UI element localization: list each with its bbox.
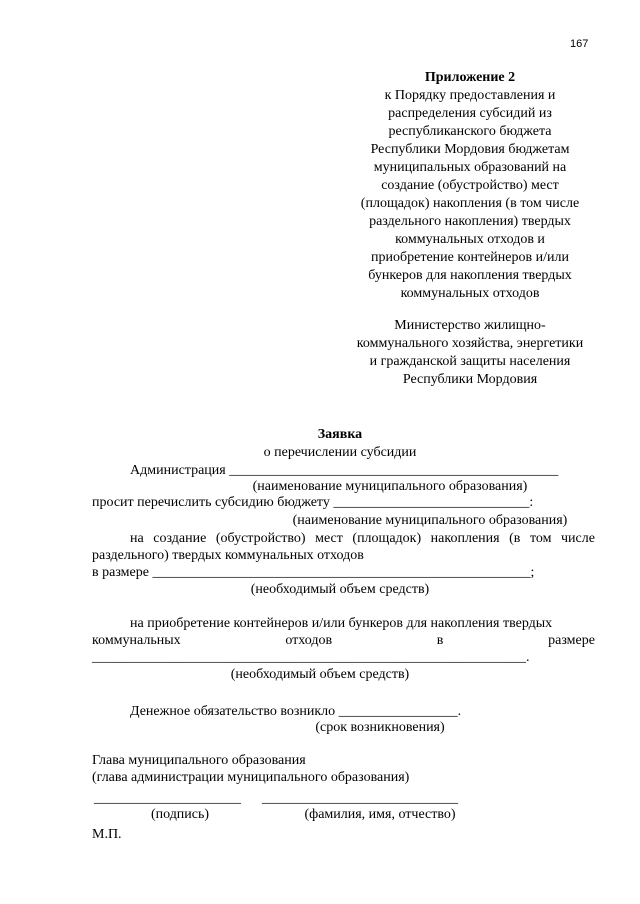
word: создание <box>153 531 207 546</box>
addressee-line: Министерство жилищно- <box>394 318 546 333</box>
appendix-line: приобретение контейнеров и/или <box>371 250 569 265</box>
fullname-blank: ____________________________ <box>262 791 458 806</box>
addressee-line: и гражданской защиты населения <box>369 354 571 369</box>
amount1-line: в размере ______________________________________________________; <box>92 565 535 580</box>
obligation-caption: (срок возникновения) <box>315 720 445 735</box>
appendix-line: коммунальных отходов <box>400 286 540 301</box>
word: мест <box>315 531 343 546</box>
appendix-line: муниципальных образований на <box>373 160 567 175</box>
word: в <box>436 633 444 648</box>
head-line2: (глава администрации муниципального образования) <box>92 770 410 785</box>
form-title: Заявка <box>317 427 363 442</box>
appendix-line: к Порядку предоставления и <box>384 88 556 103</box>
word: накопления <box>430 531 500 546</box>
purpose2-line1: на приобретение контейнеров и/или бункеров для накопления твердых <box>130 616 553 631</box>
word: том <box>529 531 552 546</box>
admin-caption: (наименование муниципального образования) <box>252 479 528 494</box>
stamp-label: М.П. <box>92 827 122 842</box>
page-number: 167 <box>570 38 589 50</box>
request-line: просит перечислить субсидию бюджету ____________________________: <box>92 495 534 510</box>
word: (обустройство) <box>215 531 306 546</box>
amount2-line: ______________________________________________________________. <box>92 650 530 665</box>
purpose1-line1 <box>130 530 595 548</box>
addressee-line: Республики Мордовия <box>402 372 538 387</box>
fullname-caption: (фамилия, имя, отчество) <box>304 807 456 822</box>
word: размере <box>548 633 595 648</box>
word: отходов <box>285 633 333 648</box>
appendix-line: распределения субсидий из <box>388 106 552 121</box>
signature-blank: _____________________ <box>94 791 241 806</box>
head-line1: Глава муниципального образования <box>92 753 306 768</box>
purpose1-line2: раздельного) твердых коммунальных отходов <box>92 548 364 563</box>
signature-caption: (подпись) <box>150 807 210 822</box>
admin-line: Администрация _______________________________________________ <box>130 463 559 478</box>
addressee-line: коммунального хозяйства, энергетики <box>356 336 584 351</box>
word: на <box>130 531 144 546</box>
appendix-line: коммунальных отходов и <box>395 232 545 247</box>
appendix-line: Республики Мордовия бюджетам <box>370 142 570 157</box>
word: (площадок) <box>352 531 422 546</box>
appendix-line: бункеров для накопления твердых <box>368 268 572 283</box>
appendix-line: (площадок) накопления (в том числе <box>360 196 580 211</box>
amount2-caption: (необходимый объем средств) <box>230 667 410 682</box>
appendix-line: создание (обустройство) мест <box>381 178 559 193</box>
appendix-line: раздельного накопления) твердых <box>369 214 571 229</box>
amount1-caption: (необходимый объем средств) <box>250 582 430 597</box>
word: (в <box>509 531 521 546</box>
appendix-title: Приложение 2 <box>424 70 516 85</box>
form-subtitle: о перечислении субсидии <box>263 445 417 460</box>
obligation-line: Денежное обязательство возникло _________________. <box>130 704 462 719</box>
word: числе <box>561 531 595 546</box>
appendix-line: республиканского бюджета <box>388 124 552 139</box>
word: коммунальных <box>92 633 181 648</box>
purpose2-line2 <box>92 632 595 650</box>
request-caption: (наименование муниципального образования) <box>292 513 568 528</box>
